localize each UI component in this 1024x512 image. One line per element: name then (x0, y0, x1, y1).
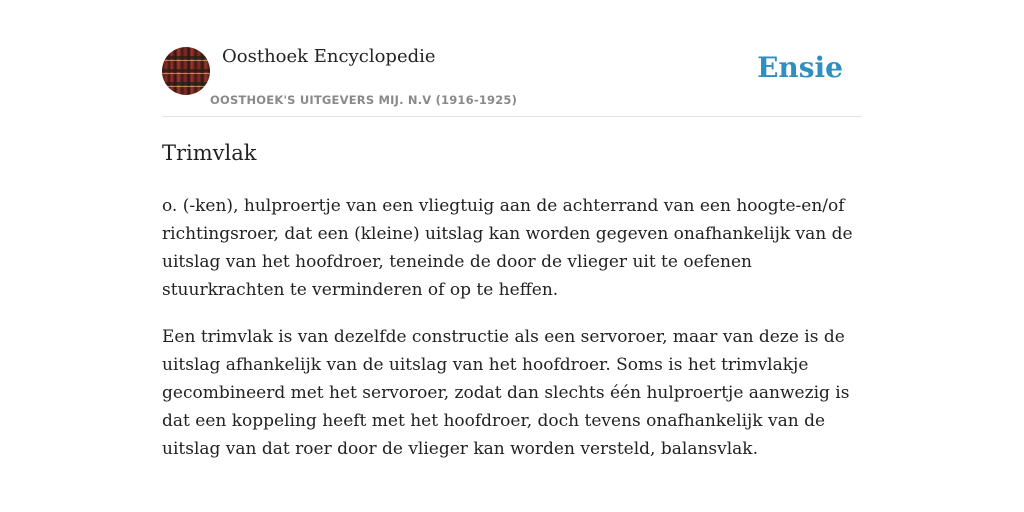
entry-title: Trimvlak (162, 141, 257, 165)
publisher-label: OOSTHOEK'S UITGEVERS MIJ. N.V (1916-1925) (210, 93, 518, 107)
entry-paragraph: Een trimvlak is van dezelfde constructie als een servoroer, maar van deze is de uitslag afhankelijk van de uitslag van het hoofdroer. Soms is het trimvlakje gecombineerd met het servoroer, zodat dan slechts één hulproertje aanwezig is dat een koppeling heeft met het hoofdroer, doch tevens onafhankelijk van de uitslag van dat roer door de vlieger kan worden versteld, balansvlak. (162, 327, 850, 459)
header (162, 46, 862, 117)
entry-body (162, 192, 872, 482)
entry-paragraph: o. (-ken), hulproertje van een vliegtuig aan de achterrand van een hoogte-en/of richtingsroer, dat een (kleine) uitslag kan worden gegeven onafhankelijk van de uitslag van het hoofdroer, teneinde de door de vlieger uit te oefenen stuurkrachten te verminderen of op te heffen. (162, 196, 853, 300)
book-spines-icon (162, 47, 210, 95)
site-title[interactable]: Oosthoek Encyclopedie (222, 46, 436, 67)
brand-logo-link[interactable]: Ensie (757, 51, 843, 84)
